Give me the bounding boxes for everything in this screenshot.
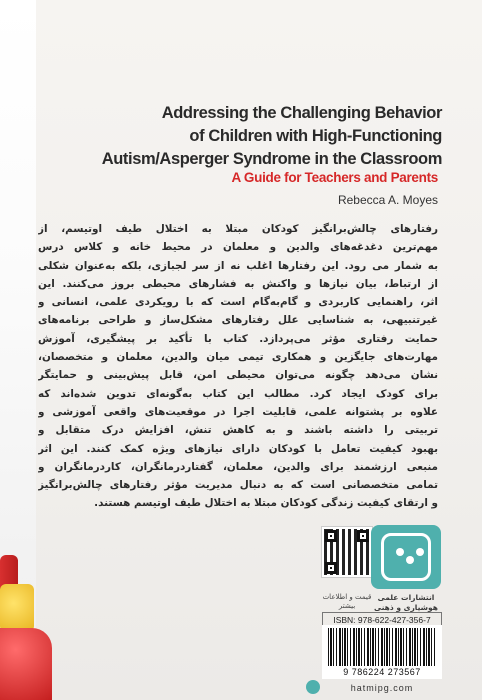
english-subtitle: A Guide for Teachers and Parents	[231, 170, 438, 185]
cover-photo-strip	[0, 0, 36, 700]
description-line: به شمار می رود. این رفتارها اغلب نه از سر لجبازی، بلکه به‌عنوان شکلی	[38, 259, 438, 272]
toy-block-yellow	[0, 584, 34, 632]
qr-finder	[325, 562, 337, 574]
publisher-website[interactable]: hatmipg.com	[350, 683, 414, 693]
english-title-line: Autism/Asperger Syndrome in the Classroom	[101, 150, 442, 168]
description-line: بهبود کیفیت تعامل با کودکان دارای نیازهای ویژه کمک کنند. این اثر	[38, 442, 438, 455]
publisher-label-line: انتشارات علمی	[377, 593, 435, 602]
publisher-label	[371, 593, 441, 613]
logo-dot	[416, 548, 424, 556]
persian-description	[38, 220, 438, 513]
description-line: نشان می‌دهد چگونه می‌توان محیطی امن، قابل پیش‌بینی و حمایتگر	[38, 369, 438, 382]
description-line: تربیتی را داشته باشند و به کاهش تنش، افزایش درک متقابل و	[38, 424, 438, 437]
description-line: حمایت رفتاری مؤثر می‌پردازد. کتاب با تأکید بر پیشگیری، آموزش	[38, 332, 438, 345]
description-line: و ارتقای کیفیت زندگی کودکان مبتلا به اختلال طیف اوتیسم هستند.	[94, 497, 438, 510]
description-line: اثر، راهنمایی کاربردی و گام‌به‌گام است که با رویکردی علمی، انسانی و	[38, 296, 438, 309]
description-line: مهم‌ترین دغدغه‌های والدین و معلمان در محیط خانه و کلاس درس	[38, 241, 438, 254]
description-line: غیرتنبیهی، به شناسایی علل رفتارهای مشکل‌ساز و طراحی برنامه‌های	[38, 314, 438, 327]
description-line: از ارتباط، بیان نیازها و واکنش به فشارهای محیطی بروز می‌کنند. این	[38, 277, 438, 290]
publisher-logo	[371, 525, 441, 589]
qr-caption: قیمت و اطلاعات بیشتر	[322, 593, 372, 610]
toy-block-red	[0, 628, 52, 700]
author-name: Rebecca A. Moyes	[337, 193, 438, 207]
english-title-line: of Children with High-Functioning	[189, 127, 442, 145]
english-title	[82, 102, 442, 171]
logo-dot	[406, 556, 414, 564]
description-line: رفتارهای چالش‌برانگیز کودکان مبتلا به اختلال طیف اوتیسم، از	[38, 223, 438, 235]
description-line: مهارت‌های جایگزین و همکاری تیمی میان والدین، معلمان و متخصصان،	[38, 351, 438, 364]
logo-dot	[396, 548, 404, 556]
qr-code[interactable]	[322, 527, 372, 577]
barcode-number: 9 786224 273567	[343, 667, 421, 677]
publisher-logo-mark	[381, 533, 431, 581]
isbn: ISBN: 978-622-427-356-7	[322, 612, 442, 628]
qr-finder	[357, 530, 369, 542]
description-line: برای کودک ایجاد کرد. مطالب این کتاب به‌گونه‌ای تدوین شده‌اند که	[38, 387, 438, 400]
description-line: علاوه بر پشتوانه علمی، قابلیت اجرا در موقعیت‌های واقعی آموزشی و	[38, 405, 438, 418]
publisher-label-line: هوشیاری و ذهنی	[374, 603, 438, 612]
description-line: منبعی ارزشمند برای والدین، معلمان، گفتاردرمانگران، کاردرمانگران و	[38, 460, 438, 473]
english-title-line: Addressing the Challenging Behavior	[161, 104, 442, 122]
barcode	[322, 625, 442, 679]
barcode-bars	[328, 628, 436, 666]
qr-finder	[325, 530, 337, 542]
description-line: تمامی متخصصانی است که به دنبال مدیریت مؤثر رفتارهای چالش‌برانگیز	[38, 479, 438, 492]
